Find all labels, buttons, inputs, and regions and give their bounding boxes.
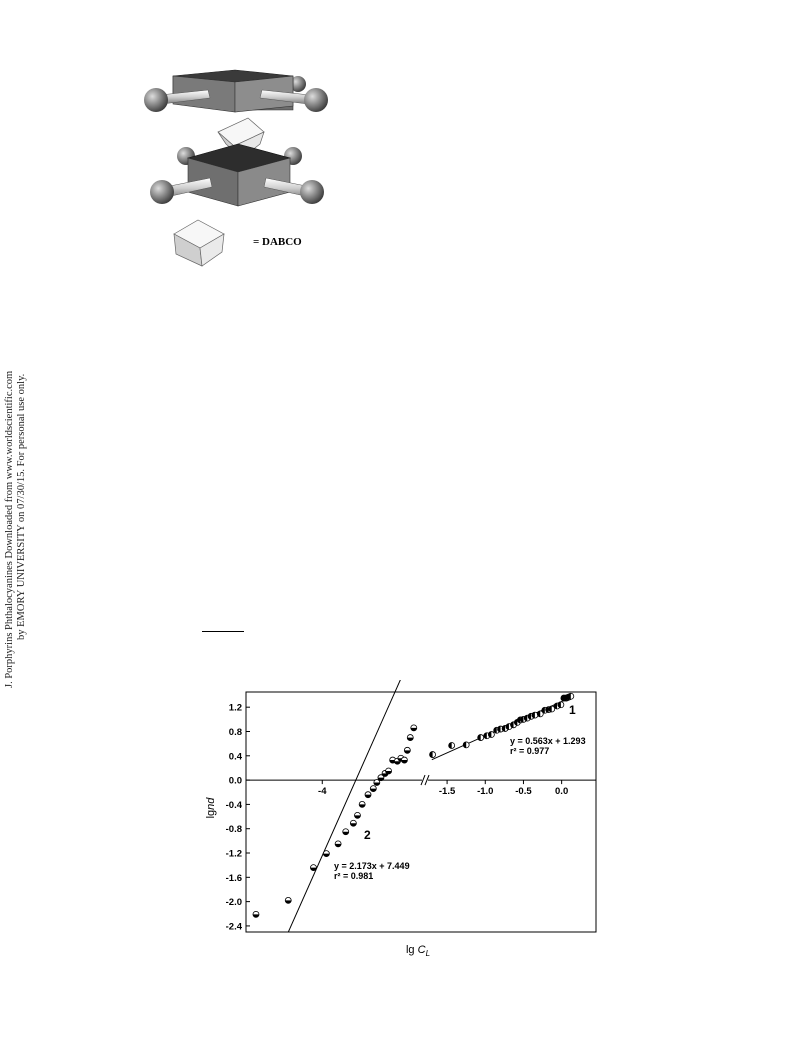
y-tick-label: -2.4: [225, 921, 242, 933]
dabco-legend-label: = DABCO: [253, 236, 302, 248]
data-point-series-2: [411, 725, 417, 731]
y-tick-label: -2.0: [225, 897, 242, 909]
side-watermark: [0, 0, 30, 700]
data-point-series-2: [404, 747, 410, 753]
data-point-series-2: [386, 768, 392, 774]
data-point-series-2: [323, 851, 329, 857]
y-tick-label: -1.6: [225, 872, 242, 884]
y-tick-label: 0.8: [228, 726, 242, 738]
data-point-series-1: [449, 742, 455, 748]
y-tick-label: -0.4: [225, 799, 242, 811]
data-point-series-2: [359, 801, 365, 807]
watermark-line-2: by EMORY UNIVERSITY on 07/30/15. For personal use only.: [16, 373, 27, 640]
series-2-equation: y = 2.173x + 7.449: [334, 861, 410, 871]
data-point-series-2: [374, 780, 380, 786]
y-tick-label: -0.8: [225, 824, 242, 836]
series-1-r2: r² = 0.977: [510, 746, 550, 756]
data-point-series-1: [463, 742, 469, 748]
data-point-series-1: [568, 693, 574, 699]
fit-line-series-2: [288, 680, 408, 932]
lower-front-right-ball: [300, 180, 324, 204]
y-axis-label: lgnd: [205, 797, 217, 819]
y-tick-label: 0.0: [228, 775, 242, 787]
upper-front-right-ball: [304, 88, 328, 112]
data-point-series-2: [407, 735, 413, 741]
data-point-series-2: [350, 820, 356, 826]
upper-front-left-ball: [144, 88, 168, 112]
data-point-series-1: [488, 732, 494, 738]
x-tick-label: -4: [318, 786, 327, 798]
data-point-series-2: [370, 786, 376, 792]
data-point-series-2: [365, 792, 371, 798]
data-point-series-2: [343, 829, 349, 835]
plot-frame: [246, 692, 596, 932]
data-point-series-1: [430, 752, 436, 758]
data-point-series-2: [354, 812, 360, 818]
data-point-series-1: [558, 702, 564, 708]
x-tick-label: -0.5: [515, 786, 532, 798]
legend-dabco-cube: [174, 220, 224, 266]
y-tick-label: 1.2: [228, 702, 242, 714]
data-point-series-2: [285, 897, 291, 903]
x-axis-label: $\lg C_L$: [405, 944, 431, 958]
data-point-series-2: [335, 841, 341, 847]
series-1-equation: y = 0.563x + 1.293: [510, 736, 586, 746]
lower-front-left-ball: [150, 180, 174, 204]
y-tick-label: -1.2: [225, 848, 242, 860]
footnote-rule: [202, 631, 244, 632]
upper-porphyrin-unit: [144, 70, 328, 112]
series-2-label: 2: [364, 828, 371, 842]
x-tick-label: 0.0: [555, 786, 569, 798]
data-point-series-2: [310, 865, 316, 871]
data-point-series-1: [478, 735, 484, 741]
lg-nd-vs-lg-cl-chart: [200, 680, 610, 960]
series-1-label: 1: [569, 703, 576, 717]
x-tick-label: -1.0: [477, 786, 494, 798]
data-point-series-2: [253, 911, 259, 917]
lower-porphyrin-unit: [150, 144, 324, 206]
x-tick-label: -1.5: [438, 786, 456, 798]
y-tick-label: 0.4: [228, 751, 242, 763]
dabco-sandwich-illustration: [130, 60, 350, 275]
watermark-line-1: J. Porphyrins Phthalocyanines Downloaded from www.worldscientific.com: [4, 370, 15, 688]
data-point-series-2: [401, 757, 407, 763]
series-2-r2: r² = 0.981: [334, 871, 374, 881]
